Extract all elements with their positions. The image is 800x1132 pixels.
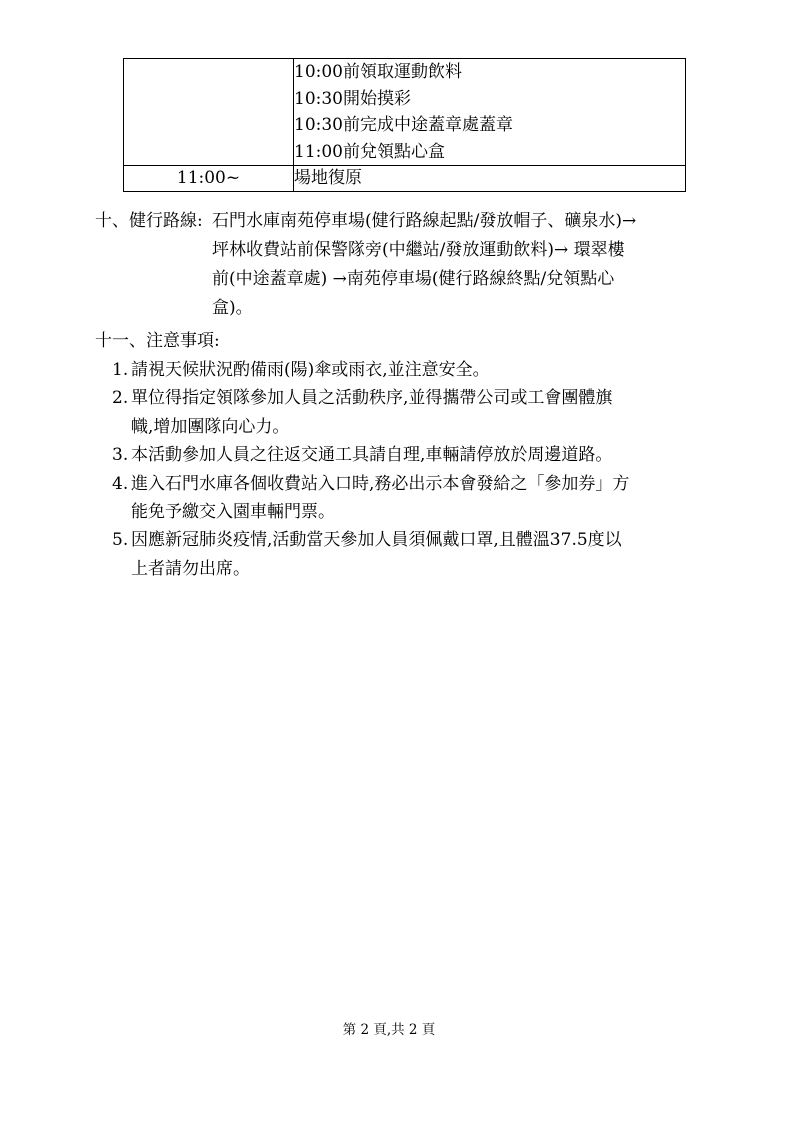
note-number: 1. bbox=[112, 360, 129, 380]
table-row bbox=[124, 166, 686, 192]
route-line: 盒)。 bbox=[212, 298, 253, 318]
time-cell bbox=[124, 59, 294, 166]
note-number: 3. bbox=[112, 445, 129, 466]
note-item bbox=[95, 441, 629, 469]
note-line bbox=[95, 441, 629, 469]
note-item bbox=[95, 470, 629, 527]
note-line bbox=[95, 356, 629, 384]
notes-list bbox=[95, 356, 629, 583]
activity-line: 10:30開始摸彩 bbox=[294, 88, 411, 109]
route-line: 前(中途蓋章處) →南苑停車場(健行路線終點/兌領點心 bbox=[212, 269, 615, 289]
note-text: 因應新冠肺炎疫情,活動當天參加人員須佩戴口罩,且體溫37.5度以 bbox=[131, 530, 622, 551]
note-line bbox=[95, 470, 629, 498]
activity-cell bbox=[294, 59, 686, 166]
route-line: 坪林收費站前保警隊旁(中繼站/發放運動飲料)→ 環翠樓 bbox=[212, 240, 625, 260]
note-item bbox=[95, 356, 629, 384]
note-text: 進入石門水庫各個收費站入口時,務必出示本會發給之「參加券」方 bbox=[131, 473, 630, 494]
note-number: 5. bbox=[112, 530, 129, 551]
page-footer: 第 2 頁,共 2 頁 bbox=[342, 1022, 436, 1038]
note-number: 2. bbox=[112, 388, 129, 409]
table-row bbox=[124, 59, 686, 166]
note-item bbox=[95, 384, 629, 441]
note-line: 能免予繳交入園車輛門票。 bbox=[131, 502, 335, 523]
time-cell: 11:00~ bbox=[124, 166, 294, 192]
note-line: 上者請勿出席。 bbox=[131, 558, 250, 579]
schedule-table bbox=[123, 58, 686, 192]
activity-line: 場地復原 bbox=[294, 168, 362, 189]
route-section-label: 十、健行路線: bbox=[95, 211, 203, 231]
note-item bbox=[95, 526, 629, 583]
note-line: 幟,增加團隊向心力。 bbox=[131, 416, 290, 437]
notes-section-header: 十一、注意事項: bbox=[95, 331, 220, 351]
activity-cell bbox=[294, 166, 686, 192]
note-line bbox=[95, 384, 629, 412]
note-number: 4. bbox=[112, 473, 129, 494]
activity-line: 11:00前兌領點心盒 bbox=[294, 141, 445, 162]
note-text: 請視天候狀況酌備雨(陽)傘或雨衣,並注意安全。 bbox=[131, 360, 490, 380]
note-text: 本活動參加人員之往返交通工具請自理,車輛請停放於周邊道路。 bbox=[131, 445, 613, 466]
note-text: 單位得指定領隊參加人員之活動秩序,並得攜帶公司或工會團體旗 bbox=[131, 388, 613, 409]
route-text: 石門水庫南苑停車場(健行路線起點/發放帽子、礦泉水)→ bbox=[212, 211, 637, 231]
activity-line: 10:30前完成中途蓋章處蓋章 bbox=[294, 115, 513, 136]
note-line bbox=[95, 526, 629, 554]
activity-line: 10:00前領取運動飲料 bbox=[294, 62, 462, 82]
route-line bbox=[95, 207, 636, 236]
route-section bbox=[95, 207, 636, 323]
